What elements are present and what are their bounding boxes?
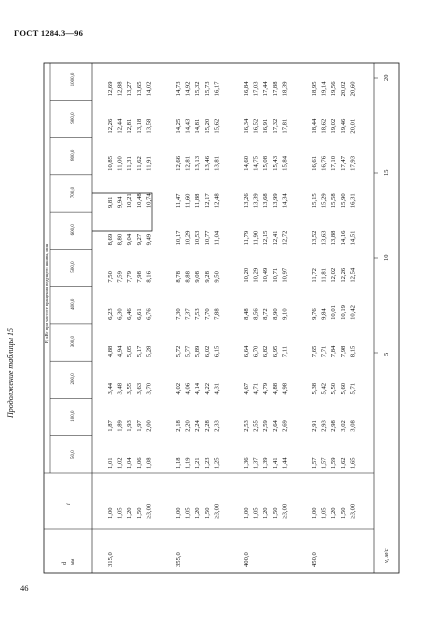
ratio-value: 1,05	[320, 507, 328, 519]
power-cell: 10,85	[107, 155, 114, 171]
ratio-value: 1,50	[339, 507, 347, 519]
power-cell: 18,39	[281, 81, 289, 97]
power-cell: 4,14	[194, 382, 202, 395]
power-cell: 3,08	[349, 420, 357, 432]
power-cell: 8,56	[252, 308, 260, 320]
power-cell: 8,48	[243, 308, 250, 320]
power-cell: 15,15	[311, 193, 318, 209]
power-cell: 7,98	[135, 271, 143, 283]
power-cell: 4,98	[281, 382, 289, 395]
power-cell: 3,55	[126, 382, 134, 395]
power-cell: 4,22	[203, 382, 211, 395]
power-cell: 3,02	[339, 420, 347, 432]
power-cell: 13,68	[262, 193, 270, 209]
power-cell: 7,98	[339, 345, 347, 358]
rpm-column-header: 400,0	[71, 298, 76, 310]
power-cell: 1,87	[107, 420, 114, 432]
page-header: ГОСТ 1284.3—96	[14, 28, 84, 38]
power-cell: 10,19	[339, 305, 347, 320]
power-cell: 10,21	[126, 193, 134, 209]
power-cell: 10,29	[252, 267, 260, 283]
power-cell: 2,93	[320, 420, 328, 432]
ratio-value: ≥3,00	[145, 503, 153, 519]
power-cell: 6,95	[271, 345, 279, 358]
power-cell: 18,95	[311, 81, 318, 97]
power-cell: 15,90	[339, 193, 347, 209]
power-cell: 4,31	[213, 382, 221, 395]
table-continuation-caption: Продолжение таблицы 15	[6, 327, 15, 418]
power-cell: 8,80	[116, 233, 124, 246]
power-cell: 7,70	[203, 308, 211, 320]
power-cell: 6,76	[145, 308, 153, 320]
power-cell: 14,75	[252, 155, 260, 171]
power-cell: 12,02	[330, 267, 338, 283]
power-cell: 4,79	[262, 382, 270, 395]
power-cell: 12,69	[107, 81, 114, 97]
power-cell: 12,41	[271, 230, 279, 246]
power-cell: 13,81	[213, 155, 221, 171]
power-cell: 5,17	[135, 345, 143, 358]
power-cell: 5,89	[194, 345, 202, 358]
power-cell: 10,77	[203, 230, 211, 246]
power-cell: 19,14	[320, 81, 328, 97]
rpm-column-header: 500,0	[71, 261, 76, 273]
power-cell: 1,89	[116, 420, 124, 432]
power-cell: 2,55	[252, 420, 260, 432]
power-cell: 17,32	[271, 118, 279, 134]
power-cell: 16,34	[243, 118, 250, 134]
power-cell: 13,99	[271, 193, 279, 209]
power-cell: 12,88	[116, 81, 124, 97]
power-cell: 12,26	[339, 267, 347, 283]
power-cell: 11,88	[194, 193, 202, 209]
power-cell: 1,59	[330, 457, 338, 469]
rpm-column-header: 700,0	[71, 186, 76, 199]
velocity-tick: 10	[383, 254, 390, 261]
power-cell: 7,37	[184, 308, 192, 320]
power-cell: 15,84	[281, 155, 289, 171]
power-cell: 1,44	[281, 457, 289, 469]
power-cell: 15,08	[262, 155, 270, 171]
rpm-column-header: 200,0	[71, 373, 76, 385]
power-cell: 1,01	[107, 457, 114, 469]
power-cell: 7,11	[281, 345, 289, 358]
rpm-header-row	[50, 72, 92, 459]
power-cell: 1,02	[116, 457, 124, 469]
power-cell: 1,18	[175, 457, 182, 469]
col-d-label: d	[62, 562, 68, 565]
power-cell: 5,28	[145, 345, 153, 358]
power-cell: 12,66	[175, 155, 182, 171]
power-cell: 2,18	[175, 420, 182, 432]
power-cell: 5,72	[175, 345, 182, 358]
power-cell: 10,74	[145, 193, 153, 209]
power-cell: 12,17	[203, 193, 211, 209]
power-cell: 13,13	[194, 155, 202, 171]
power-cell: 11,62	[135, 156, 143, 171]
power-cell: 10,49	[262, 267, 270, 283]
power-cell: 5,50	[330, 382, 338, 395]
power-header: P, кВт при частоте вращения ведущего шкива, мин	[44, 243, 49, 343]
power-cell: 13,26	[243, 193, 250, 209]
rpm-column-header: 600,0	[71, 224, 76, 236]
velocity-scale	[374, 75, 390, 564]
rpm-column-header: 100,0	[71, 410, 76, 422]
power-cell: 13,18	[135, 118, 143, 134]
power-cell: 14,34	[281, 193, 289, 209]
rpm-column-header: 1000,0	[71, 72, 76, 87]
power-cell: 1,04	[126, 457, 134, 469]
power-cell: 2,00	[145, 420, 153, 432]
power-cell: 17,03	[252, 81, 260, 97]
power-cell: 19,02	[330, 118, 338, 134]
rpm-column-header: 300,0	[71, 335, 76, 348]
ratio-value: 1,50	[203, 507, 211, 519]
power-cell: 14,02	[145, 81, 153, 97]
power-cell: 11,31	[126, 156, 134, 171]
power-cell: 5,71	[349, 382, 357, 395]
power-cell: 10,71	[271, 267, 279, 283]
table-body	[92, 81, 356, 567]
ratio-value: ≥3,00	[281, 503, 289, 519]
power-cell: 4,67	[243, 382, 250, 395]
power-cell: 12,72	[281, 230, 289, 246]
power-cell: 15,43	[271, 155, 279, 171]
power-cell: 11,81	[320, 268, 328, 283]
power-cell: 1,25	[213, 457, 221, 469]
power-cell: 1,19	[184, 457, 192, 469]
power-cell: 8,88	[184, 271, 192, 283]
power-cell: 1,65	[349, 457, 357, 469]
power-cell: 11,00	[116, 156, 124, 171]
power-cell: 10,53	[194, 230, 202, 246]
power-cell: 11,79	[243, 230, 250, 246]
power-cell: 6,82	[262, 345, 270, 358]
power-cell: 1,41	[271, 457, 279, 469]
power-cell: 3,70	[145, 382, 153, 395]
power-cell: 1,36	[243, 457, 250, 469]
ratio-value: ≥3,00	[349, 503, 357, 519]
power-cell: 12,54	[349, 267, 357, 283]
power-cell: 5,38	[311, 382, 318, 395]
power-cell: 13,46	[203, 155, 211, 171]
ratio-value: 1,20	[194, 507, 202, 519]
power-cell: 20,02	[339, 81, 347, 97]
velocity-label: v, м/с	[383, 548, 390, 563]
power-cell: 4,02	[175, 382, 182, 395]
ratio-value: 1,00	[175, 507, 182, 519]
power-cell: 8,69	[107, 233, 114, 246]
power-cell: 16,84	[243, 81, 250, 97]
power-cell: 1,97	[135, 420, 143, 432]
power-cell: 17,93	[349, 155, 357, 171]
power-cell: 8,15	[349, 345, 357, 358]
power-cell: 2,91	[311, 420, 318, 432]
power-cell: 1,23	[203, 457, 211, 469]
power-cell: 3,63	[135, 382, 143, 395]
power-cell: 1,08	[145, 457, 153, 469]
power-cell: 9,04	[126, 233, 134, 246]
power-cell: 17,81	[281, 118, 289, 134]
power-cell: 15,20	[203, 118, 211, 134]
power-cell: 11,91	[145, 156, 153, 171]
power-cell: 2,24	[194, 420, 202, 432]
power-cell: 11,60	[184, 193, 192, 209]
ratio-value: 1,20	[330, 507, 338, 519]
power-cell: 9,84	[320, 308, 328, 320]
power-cell: 14,25	[175, 118, 182, 134]
power-cell: 2,64	[271, 420, 279, 432]
power-cell: 7,84	[330, 345, 338, 358]
power-cell: 9,94	[116, 196, 124, 209]
power-cell: 6,23	[107, 308, 114, 320]
power-cell: 9,10	[281, 308, 289, 320]
power-cell: 13,63	[320, 230, 328, 246]
power-cell: 10,48	[135, 193, 143, 209]
power-cell: 6,30	[116, 308, 124, 320]
page-number: 46	[20, 583, 29, 593]
power-cell: 2,69	[281, 420, 289, 432]
power-cell: 1,06	[135, 457, 143, 469]
power-cell: 3,44	[107, 382, 114, 395]
power-cell: 14,60	[243, 155, 250, 171]
power-cell: 1,57	[320, 457, 328, 469]
power-cell: 7,65	[311, 345, 318, 358]
power-cell: 10,17	[175, 230, 182, 246]
power-cell: 14,81	[194, 118, 202, 134]
power-cell: 9,49	[145, 233, 153, 246]
power-cell: 7,88	[213, 308, 221, 320]
ratio-value: 1,00	[311, 507, 318, 519]
rpm-column-header: 900,0	[71, 112, 76, 124]
rpm-column-header: 800,0	[71, 149, 76, 161]
power-cell: 7,79	[126, 271, 134, 283]
power-cell: 6,64	[243, 345, 250, 358]
power-cell: 14,16	[339, 230, 347, 246]
power-cell: 7,53	[194, 308, 202, 320]
power-cell: 17,10	[330, 155, 338, 171]
power-cell: 15,58	[330, 193, 338, 209]
ratio-value: 1,20	[126, 507, 134, 519]
power-cell: 8,72	[262, 308, 270, 320]
power-cell: 17,47	[339, 155, 347, 171]
power-cell: 18,62	[320, 118, 328, 134]
power-cell: 7,30	[175, 308, 182, 320]
power-cell: 20,01	[349, 118, 357, 134]
ratio-value: 1,50	[271, 507, 279, 519]
power-cell: 11,47	[175, 193, 182, 209]
power-cell: 5,77	[184, 345, 192, 358]
ratio-value: 1,00	[107, 507, 114, 519]
power-cell: 10,20	[243, 267, 250, 283]
power-cell: 16,61	[311, 155, 318, 171]
ratio-value: 1,05	[184, 507, 192, 519]
power-cell: 1,39	[262, 457, 270, 469]
power-cell: 10,29	[184, 230, 192, 246]
diameter-value: 400,0	[243, 552, 250, 567]
power-cell: 3,48	[116, 382, 124, 395]
ratio-value: 1,20	[262, 507, 270, 519]
power-cell: 4,88	[271, 382, 279, 395]
power-cell: 14,43	[184, 118, 192, 134]
power-cell: 9,76	[311, 308, 318, 320]
velocity-tick: 15	[383, 169, 390, 176]
power-cell: 5,05	[126, 345, 134, 358]
power-cell: 11,04	[213, 230, 221, 246]
power-cell: 14,73	[175, 81, 182, 97]
power-cell: 17,44	[262, 81, 270, 97]
power-cell: 2,28	[203, 420, 211, 432]
power-cell: 13,58	[145, 118, 153, 134]
power-cell: 7,50	[107, 271, 114, 283]
power-cell: 12,48	[213, 193, 221, 209]
ratio-value: 1,05	[252, 507, 260, 519]
col-i-label: i	[66, 503, 72, 505]
power-cell: 20,60	[349, 81, 357, 97]
power-cell: 10,42	[349, 305, 357, 320]
diameter-value: 450,0	[311, 552, 318, 567]
power-cell: 10,97	[281, 267, 289, 283]
ratio-value: 1,50	[135, 507, 143, 519]
power-cell: 9,81	[107, 196, 114, 209]
power-cell: 15,73	[203, 81, 211, 97]
power-cell: 11,72	[311, 268, 318, 283]
power-cell: 9,28	[203, 271, 211, 283]
diameter-value: 355,0	[175, 552, 182, 567]
power-cell: 18,44	[311, 118, 318, 134]
power-cell: 6,02	[203, 345, 211, 358]
power-cell: 12,15	[262, 230, 270, 246]
power-cell: 2,53	[243, 420, 250, 432]
power-cell: 13,52	[311, 230, 318, 246]
power-cell: 6,46	[126, 308, 134, 320]
power-cell: 6,61	[135, 308, 143, 320]
power-cell: 2,33	[213, 420, 221, 432]
power-cell: 12,44	[116, 118, 124, 134]
rpm-column-header: 50,0	[71, 450, 76, 459]
power-cell: 4,88	[107, 345, 114, 358]
power-cell: 16,91	[262, 118, 270, 134]
power-cell: 4,06	[184, 382, 192, 395]
power-cell: 13,39	[252, 193, 260, 209]
power-cell: 13,27	[126, 81, 134, 97]
power-cell: 5,60	[339, 382, 347, 395]
velocity-tick: 20	[383, 74, 390, 81]
power-cell: 11,90	[252, 230, 260, 246]
power-cell: 6,15	[213, 345, 221, 358]
power-cell: 7,59	[116, 271, 124, 283]
power-cell: 2,98	[330, 420, 338, 432]
power-cell: 13,88	[330, 230, 338, 246]
ratio-value: 1,05	[116, 507, 124, 519]
power-cell: 19,56	[330, 81, 338, 97]
power-cell: 9,08	[194, 271, 202, 283]
power-cell: 14,92	[184, 81, 192, 97]
power-cell: 1,62	[339, 457, 347, 469]
power-cell: 2,59	[262, 420, 270, 432]
diameter-value: 315,0	[107, 552, 114, 567]
power-cell: 5,42	[320, 382, 328, 395]
col-d-sub: мм	[71, 558, 76, 565]
power-cell: 10,01	[330, 305, 338, 320]
power-cell: 16,31	[349, 193, 357, 209]
power-cell: 15,29	[320, 193, 328, 209]
power-cell: 4,71	[252, 382, 260, 395]
power-cell: 8,78	[175, 271, 182, 283]
power-cell: 9,27	[135, 233, 143, 246]
power-cell: 1,57	[311, 457, 318, 469]
power-cell: 8,16	[145, 271, 153, 283]
velocity-tick: 5	[383, 352, 390, 356]
ratio-value: ≥3,00	[213, 503, 221, 519]
power-cell: 8,90	[271, 308, 279, 320]
power-cell: 15,32	[194, 81, 202, 97]
power-cell: 16,52	[252, 118, 260, 134]
power-cell: 17,88	[271, 81, 279, 97]
power-cell: 19,46	[339, 118, 347, 134]
power-cell: 6,70	[252, 345, 260, 358]
power-cell: 1,93	[126, 420, 134, 432]
power-cell: 16,76	[320, 155, 328, 171]
power-cell: 14,51	[349, 230, 357, 246]
power-cell: 12,26	[107, 118, 114, 134]
power-cell: 1,21	[194, 457, 202, 469]
power-cell: 16,17	[213, 81, 221, 97]
power-cell: 1,37	[252, 457, 260, 469]
power-cell: 15,62	[213, 118, 221, 134]
power-cell: 12,81	[126, 118, 134, 134]
power-cell: 9,50	[213, 271, 221, 283]
ratio-value: 1,00	[243, 507, 250, 519]
power-cell: 4,94	[116, 345, 124, 358]
power-cell: 12,81	[184, 155, 192, 171]
power-cell: 13,65	[135, 81, 143, 97]
power-cell: 7,71	[320, 345, 328, 358]
power-cell: 2,20	[184, 420, 192, 432]
